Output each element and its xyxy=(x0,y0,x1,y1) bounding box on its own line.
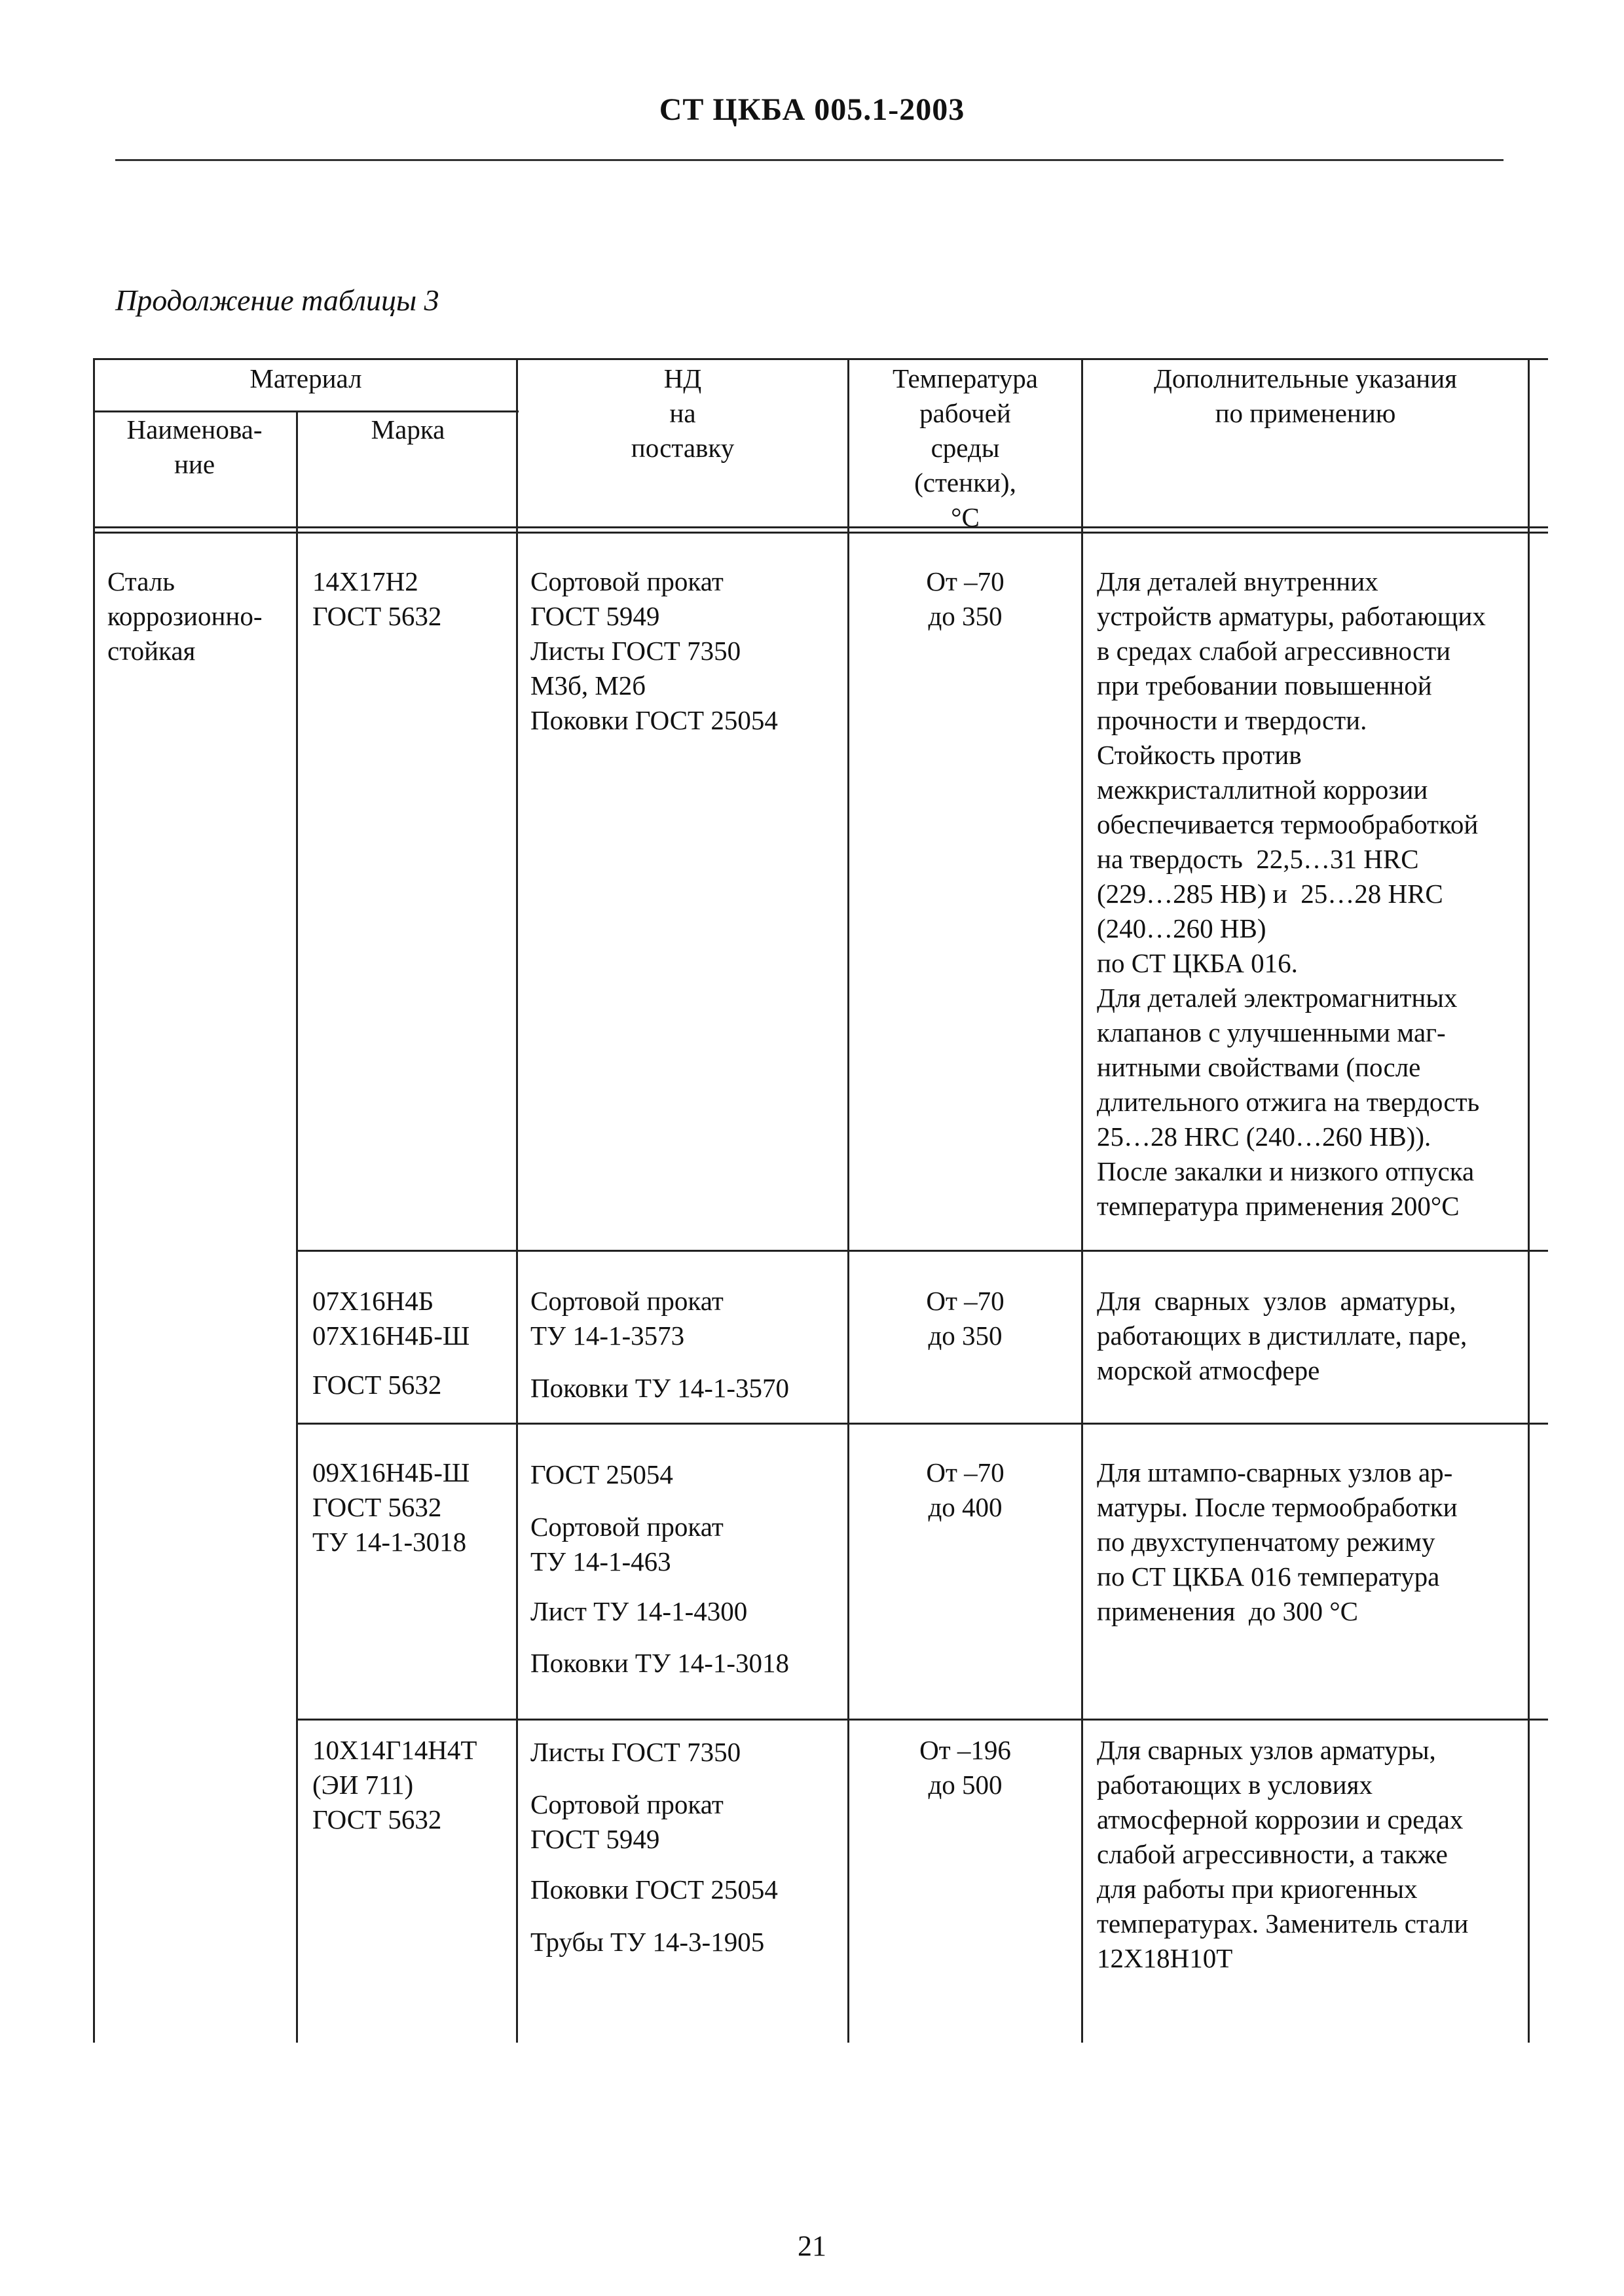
row-2-nd: Сортовой прокат ТУ 14-1-3573 xyxy=(530,1286,724,1351)
row-1-temperature: От –70 до 350 xyxy=(926,566,1005,631)
header-temperature: Температура рабочей среды (стенки), °С xyxy=(893,363,1038,532)
header-bottom-line-1 xyxy=(93,526,1548,528)
header-grade: Марка xyxy=(371,414,445,445)
row-1-grade: 14Х17Н2 ГОСТ 5632 xyxy=(312,566,442,631)
row-3-grade: 09Х16Н4Б-Ш ГОСТ 5632 ТУ 14-1-3018 xyxy=(312,1457,470,1557)
document-header-title: СТ ЦКБА 005.1-2003 xyxy=(659,92,965,127)
row-2-grade: 07Х16Н4Б 07Х16Н4Б-Ш xyxy=(312,1286,470,1351)
column-divider-temperature-notes xyxy=(1081,358,1083,2043)
row-4-temperature: От –196 до 500 xyxy=(919,1735,1011,1800)
row-4-nd-tubes: Трубы ТУ 14-3-1905 xyxy=(530,1927,765,1957)
row-3-notes: Для штампо-сварных узлов ар- матуры. После термообработки по двухступенчатому режиму по СТ ЦКБА 016 температура применения до 300 °С xyxy=(1097,1457,1458,1626)
header-notes: Дополнительные указания по применению xyxy=(1153,363,1458,428)
header-nd: НД на поставку xyxy=(631,363,735,463)
header-name: Наименова- ние xyxy=(126,414,263,479)
row-2-nd-forgings: Поковки ТУ 14-1-3570 xyxy=(530,1373,790,1403)
row-1-nd: Сортовой прокат ГОСТ 5949 Листы ГОСТ 7350 М3б, М2б Поковки ГОСТ 25054 xyxy=(530,566,778,735)
row-2-temperature: От –70 до 350 xyxy=(926,1286,1005,1351)
page-number: 21 xyxy=(798,2230,826,2262)
table-border-left xyxy=(93,358,95,2043)
row-4-nd-bars: Сортовой прокат ГОСТ 5949 xyxy=(530,1789,724,1854)
row-3-nd-sheet: Лист ТУ 14-1-4300 xyxy=(530,1596,748,1626)
row-divider-1 xyxy=(298,1250,1548,1252)
row-divider-3 xyxy=(298,1719,1548,1721)
row-4-grade: 10Х14Г14Н4Т (ЭИ 711) ГОСТ 5632 xyxy=(312,1735,477,1834)
table-border-top xyxy=(93,358,1548,360)
table-caption: Продолжение таблицы 3 xyxy=(115,283,439,317)
header-material: Материал xyxy=(249,363,362,393)
row-3-nd-bars: Сортовой прокат ТУ 14-1-463 xyxy=(530,1512,724,1576)
row-divider-2 xyxy=(298,1423,1548,1425)
row-4-notes: Для сварных узлов арматуры, работающих в условиях атмосферной коррозии и средах слабой агрессивности, а также для работы при криогенных температурах. Заменитель стали 12Х18Н10Т xyxy=(1097,1735,1469,1973)
row-3-nd-forgings: Поковки ТУ 14-1-3018 xyxy=(530,1648,790,1678)
row-3-nd-standard: ГОСТ 25054 xyxy=(530,1459,673,1489)
column-divider-name-grade xyxy=(296,410,298,2043)
row-4-nd-forgings: Поковки ГОСТ 25054 xyxy=(530,1874,778,1904)
row-2-notes: Для сварных узлов арматуры, работающих в дистиллате, паре, морской атмосфере xyxy=(1097,1286,1467,1385)
column-divider-grade-nd xyxy=(516,358,518,2043)
row-4-nd-sheets: Листы ГОСТ 7350 xyxy=(530,1737,741,1767)
row-2-grade-standard: ГОСТ 5632 xyxy=(312,1370,442,1400)
material-name: Сталь коррозионно- стойкая xyxy=(107,566,263,666)
row-3-temperature: От –70 до 400 xyxy=(926,1457,1005,1522)
row-1-notes: Для деталей внутренних устройств арматуры, работающих в средах слабой агрессивности при требовании повышенной прочности и твердости. Стойкость против межкристаллитной коррозии обеспечивается термообработкой на твердость 22,5…31 HRC (229…285 НВ) и 25…28 HRC (240…260 НВ) по СТ ЦКБА 016. Для деталей электромагнитных клапанов с улучшенными маг- нитными свойствами (после длительного отжига на твердость 25…28 HRC (240…260 НВ)). После закалки и низкого отпуска температура применения 200°С xyxy=(1097,566,1486,1221)
table-border-right xyxy=(1528,358,1530,2043)
header-bottom-line-2 xyxy=(93,532,1548,534)
